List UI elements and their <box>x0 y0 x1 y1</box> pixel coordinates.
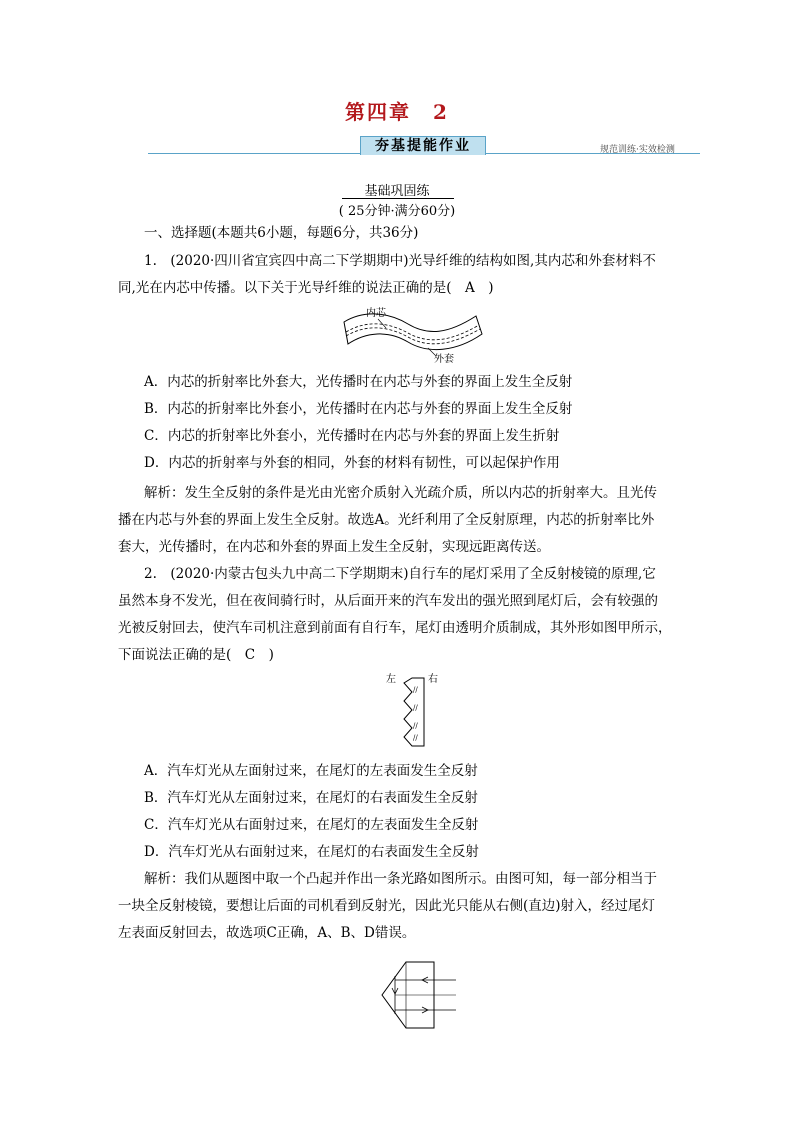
prism-path-figure <box>378 958 458 1032</box>
header-tab: 夯基提能作业 <box>360 136 486 155</box>
q2-option-b: B．汽车灯光从左面射过来，在尾灯的右表面发生全反射 <box>144 790 478 806</box>
header-right-note: 规范训练·实效检测 <box>600 145 675 155</box>
fiber-outer-label: 外套 <box>434 354 454 364</box>
q2-analysis-line: 左表面反射回去，故选项C正确，A、B、D错误。 <box>118 925 416 941</box>
section-underline <box>342 198 454 199</box>
chapter-title: 第四章 2 <box>345 100 449 124</box>
q1-option-a: A．内芯的折射率比外套大，光传播时在内芯与外套的界面上发生全反射 <box>144 374 573 390</box>
q2-stem-line: 下面说法正确的是( C ) <box>118 647 274 663</box>
q1-option-b: B．内芯的折射率比外套小，光传播时在内芯与外套的界面上发生全反射 <box>144 401 573 417</box>
fiber-outer-shape <box>344 314 482 350</box>
q1-stem-line: 1. (2020·四川省宜宾四中高二下学期期中)光导纤维的结构如图,其内芯和外套材料不 <box>144 253 656 269</box>
q1-analysis-line: 解析：发生全反射的条件是光由光密介质射入光疏介质，所以内芯的折射率大。且光传 <box>144 485 657 501</box>
fiber-figure <box>336 304 486 364</box>
time-info: ( 25分钟·满分60分) <box>338 204 456 219</box>
q1-option-c: C．内芯的折射率比外套小，光传播时在内芯与外套的界面上发生折射 <box>144 428 560 444</box>
q2-option-a: A．汽车灯光从左面射过来，在尾灯的左表面发生全反射 <box>144 763 478 779</box>
hatch-mark: // <box>413 734 418 742</box>
hatch-mark: // <box>413 704 418 712</box>
q1-analysis-line: 套大，光传播时，在内芯和外套的界面上发生全反射，实现远距离传送。 <box>118 539 550 555</box>
q2-stem-line: 虽然本身不发光，但在夜间骑行时，从后面开来的汽车发出的强光照到尾灯后，会有较强的 <box>118 593 658 609</box>
section-title: 基础巩固练 <box>364 184 430 199</box>
hatch-mark: // <box>413 686 418 694</box>
tail-light-figure <box>382 670 442 750</box>
hatch-mark: // <box>413 722 418 730</box>
q2-analysis-line: 一块全反射棱镜，要想让后面的司机看到反射光，因此光只能从右侧(直边)射入，经过尾灯 <box>118 898 656 914</box>
fiber-inner-label: 内芯 <box>366 308 386 319</box>
q2-analysis-line: 解析：我们从题图中取一个凸起并作出一条光路如图所示。由图可知，每一部分相当于 <box>144 871 657 887</box>
q2-stem-line: 光被反射回去，使汽车司机注意到前面有自行车，尾灯由透明介质制成，其外形如图甲所示， <box>118 620 672 636</box>
q2-option-c: C．汽车灯光从右面射过来，在尾灯的左表面发生全反射 <box>144 817 479 833</box>
part-heading: 一、选择题(本题共6小题，每题6分，共36分) <box>144 225 419 241</box>
tail-left-label: 左 <box>386 674 396 685</box>
q1-option-d: D．内芯的折射率与外套的相同，外套的材料有韧性，可以起保护作用 <box>144 455 560 471</box>
q2-stem-line: 2. (2020·内蒙古包头九中高二下学期期末)自行车的尾灯采用了全反射棱镜的原理,它 <box>144 566 656 582</box>
q2-option-d: D．汽车灯光从右面射过来，在尾灯的右表面发生全反射 <box>144 844 479 860</box>
tail-right-label: 右 <box>428 674 438 685</box>
q1-analysis-line: 播在内芯与外套的界面上发生全反射。故选A。光纤利用了全反射原理，内芯的折射率比外 <box>118 512 655 528</box>
q1-stem-line: 同,光在内芯中传播。以下关于光导纤维的说法正确的是( A ) <box>118 280 494 296</box>
